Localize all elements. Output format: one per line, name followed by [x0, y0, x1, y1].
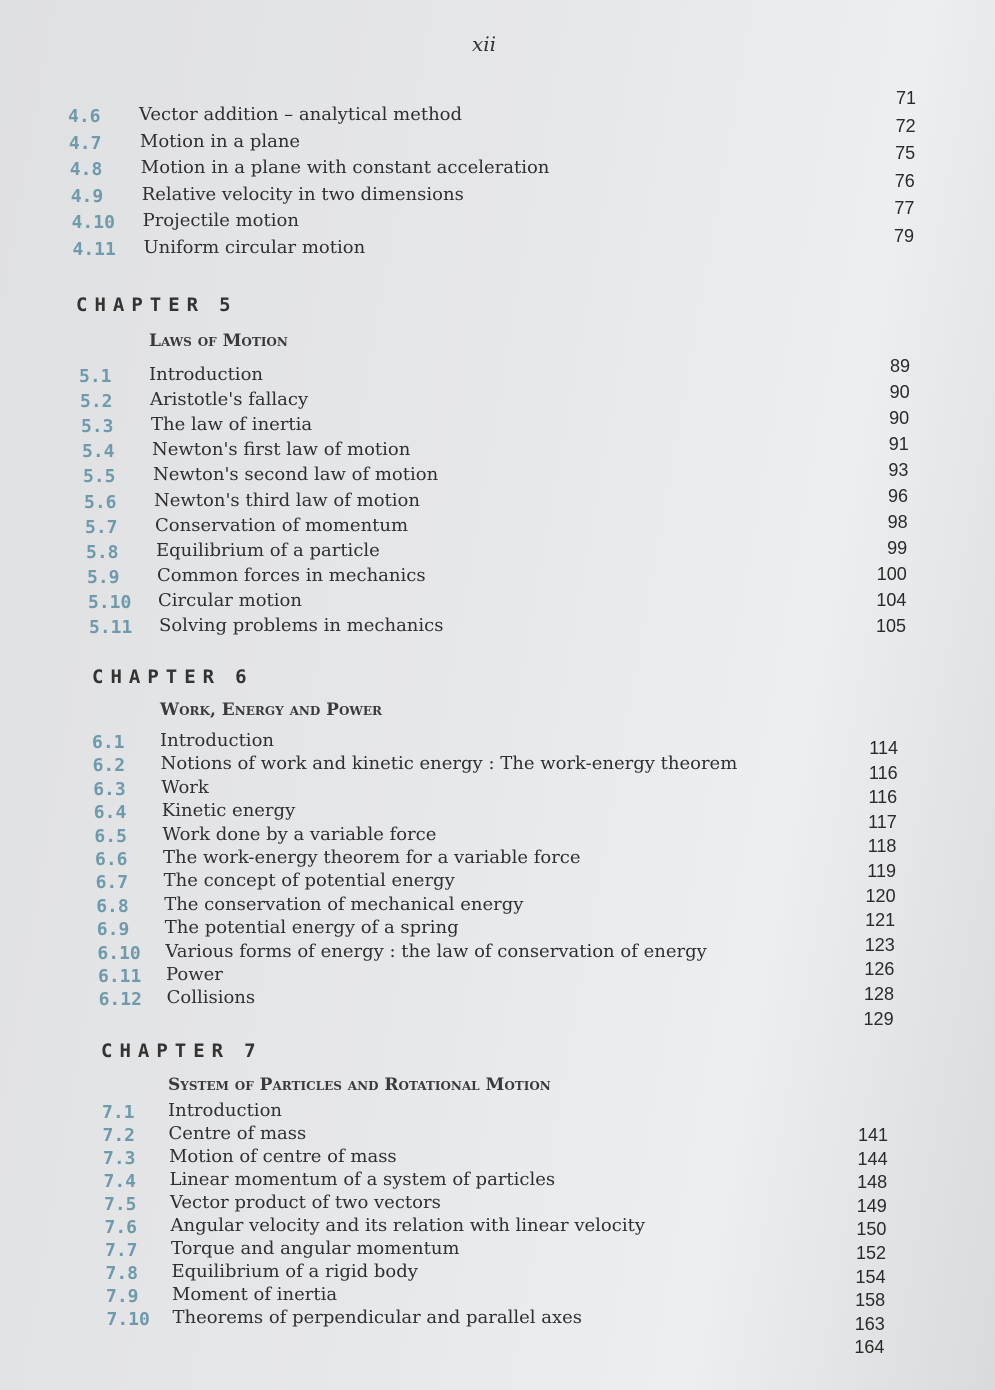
toc-entry-number: 7.4 — [103, 1171, 137, 1192]
toc-entry-title: Work done by a variable force — [162, 823, 437, 845]
toc-entry-number: 4.7 — [68, 132, 102, 154]
page-number: xii — [472, 32, 497, 56]
toc-entry-title: Collisions — [166, 987, 256, 1009]
chapter-title: Work, Energy and Power — [160, 700, 382, 720]
toc-entry-title: Motion in a plane — [139, 130, 301, 152]
toc-entry-title: Linear momentum of a system of particles — [169, 1169, 556, 1190]
toc-entry-number: 4.11 — [72, 238, 116, 260]
toc-entry-title: Introduction — [149, 364, 263, 385]
toc-entry-number: 7.1 — [102, 1102, 135, 1123]
toc-entry-number: 6.10 — [97, 942, 141, 964]
toc-entry-number: 5.3 — [81, 416, 114, 438]
toc-entry-page: 100 — [876, 564, 907, 584]
toc-entry-number: 6.1 — [92, 732, 125, 753]
toc-entry-number: 5.1 — [79, 366, 112, 387]
toc-entry-page: 105 — [875, 616, 906, 636]
toc-entry-number: 5.2 — [80, 391, 113, 413]
toc-entry-number: 6.3 — [93, 778, 126, 800]
toc-entry-number: 4.9 — [70, 185, 104, 207]
toc-entry-title: The potential energy of a spring — [164, 917, 459, 939]
toc-entry-number: 6.2 — [92, 755, 126, 777]
toc-entry-title: Newton's first law of motion — [152, 439, 411, 461]
toc-entry-page: 158 — [855, 1290, 886, 1311]
toc-entry-page: 163 — [854, 1313, 885, 1334]
toc-entry-page: 91 — [888, 434, 909, 454]
toc-entry-page: 128 — [863, 984, 894, 1004]
chapter-number: 7 — [244, 1040, 256, 1062]
toc-entry-title: Equilibrium of a particle — [156, 539, 380, 561]
toc-entry-number: 5.10 — [88, 591, 132, 613]
toc-entry-title: Solving problems in mechanics — [159, 615, 444, 636]
toc-entry-page: 72 — [895, 115, 916, 136]
toc-entry-title: Introduction — [160, 730, 274, 751]
toc-entry-page: 75 — [895, 143, 916, 163]
toc-entry-page: 164 — [854, 1337, 885, 1358]
toc-entry-page: 98 — [887, 512, 908, 532]
toc-entry-number: 4.6 — [68, 106, 101, 127]
toc-entry-title: Relative velocity in two dimensions — [141, 183, 464, 205]
chapter-number: 5 — [219, 294, 231, 316]
toc-entry-page: 76 — [894, 170, 915, 191]
toc-entry-title: Vector addition – analytical method — [139, 104, 463, 125]
toc-entry-number: 5.6 — [84, 491, 117, 513]
toc-entry-page: 114 — [869, 738, 898, 758]
toc-entry-number: 6.8 — [96, 895, 129, 917]
toc-entry-number: 7.9 — [106, 1286, 139, 1307]
toc-entry-page: 90 — [889, 382, 910, 402]
toc-entry-title: Power — [166, 964, 223, 985]
toc-entry-title: Common forces in mechanics — [157, 564, 426, 586]
toc-entry-title: Work — [161, 776, 209, 798]
chapter-number: 6 — [235, 666, 247, 688]
toc-entry-title: Uniform circular motion — [143, 236, 366, 258]
toc-entry-number: 6.11 — [98, 966, 142, 987]
toc-entry-page: 118 — [867, 836, 897, 857]
toc-entry-number: 7.7 — [105, 1240, 138, 1261]
toc-entry-page: 120 — [865, 885, 896, 906]
chapter-label: CHAPTER — [76, 294, 206, 316]
toc-entry-title: Motion of centre of mass — [169, 1146, 397, 1167]
toc-entry-number: 7.2 — [102, 1125, 136, 1146]
toc-entry-page: 77 — [894, 198, 915, 218]
toc-entry-number: 6.5 — [94, 825, 127, 847]
toc-entry-title: Various forms of energy : the law of conservation of energy — [165, 940, 707, 962]
toc-entry-page: 93 — [888, 460, 909, 480]
toc-entry-page: 150 — [856, 1219, 887, 1240]
toc-entry-title: The work-energy theorem for a variable force — [163, 847, 581, 868]
toc-entry-page: 90 — [889, 408, 910, 428]
toc-entry-page: 79 — [893, 225, 914, 246]
toc-entry-page: 126 — [864, 959, 895, 980]
toc-entry-number: 7.3 — [103, 1148, 136, 1169]
toc-entry-title: Circular motion — [158, 589, 302, 611]
toc-entry-number: 5.5 — [83, 466, 116, 488]
toc-entry-title: Vector product of two vectors — [170, 1192, 441, 1213]
toc-entry-title: The law of inertia — [151, 414, 313, 436]
toc-entry-number: 5.7 — [85, 516, 118, 538]
toc-entry-number: 4.8 — [69, 159, 103, 180]
toc-entry-title: Introduction — [168, 1100, 282, 1121]
toc-entry-number: 6.12 — [98, 989, 142, 1011]
toc-entry-title: Torque and angular momentum — [171, 1238, 460, 1259]
chapter-title: Laws of Motion — [149, 331, 288, 351]
toc-entry-page: 89 — [889, 356, 910, 376]
toc-entry-page: 129 — [863, 1008, 894, 1029]
toc-entry-number: 6.7 — [95, 872, 129, 894]
chapter-label: CHAPTER — [101, 1040, 231, 1062]
toc-entry-number: 5.11 — [89, 617, 133, 638]
toc-entry-number: 4.10 — [71, 212, 115, 233]
toc-entry-number: 5.4 — [82, 441, 115, 463]
toc-entry-number: 5.8 — [86, 541, 119, 563]
toc-entry-page: 152 — [855, 1243, 886, 1263]
toc-entry-number: 6.6 — [95, 849, 128, 870]
toc-entry-number: 7.6 — [104, 1217, 138, 1238]
chapter-heading — [101, 1040, 256, 1062]
chapter-heading — [76, 294, 231, 316]
toc-entry-page: 99 — [887, 538, 908, 558]
toc-entry-number: 6.4 — [93, 802, 127, 824]
toc-entry-page: 117 — [868, 811, 897, 832]
toc-entry-page: 96 — [887, 486, 908, 506]
toc-entry-title: Equilibrium of a rigid body — [171, 1261, 418, 1282]
toc-entry-title: Angular velocity and its relation with linear velocity — [170, 1215, 645, 1236]
toc-entry-title: Aristotle's fallacy — [150, 389, 309, 411]
toc-entry-page: 116 — [868, 787, 898, 808]
toc-entry-page: 154 — [855, 1266, 886, 1287]
toc-entry-title: Moment of inertia — [172, 1284, 338, 1305]
chapter-label: CHAPTER — [92, 666, 222, 688]
toc-entry-page: 71 — [895, 88, 916, 108]
toc-entry-number: 5.9 — [87, 566, 120, 588]
toc-entry-number: 7.8 — [105, 1263, 139, 1284]
toc-entry-title: The concept of potential energy — [163, 870, 455, 892]
toc-entry-page: 141 — [857, 1125, 888, 1145]
toc-entry-title: Motion in a plane with constant acceleration — [140, 157, 550, 178]
toc-entry-title: Theorems of perpendicular and parallel axes — [172, 1307, 582, 1328]
toc-entry-page: 121 — [865, 910, 896, 931]
toc-entry-page: 144 — [857, 1148, 888, 1169]
chapter-heading — [92, 666, 247, 688]
toc-entry-page: 119 — [867, 861, 896, 881]
toc-entry-title: Kinetic energy — [161, 800, 296, 822]
toc-entry-number: 7.10 — [106, 1309, 150, 1330]
toc-entry-page: 104 — [876, 590, 907, 610]
chapter-title: System of Particles and Rotational Motion — [168, 1075, 551, 1095]
toc-entry-title: Newton's second law of motion — [153, 464, 439, 486]
toc-entry-title: Conservation of momentum — [155, 514, 409, 536]
toc-entry-page: 148 — [857, 1172, 888, 1193]
toc-entry-title: Notions of work and kinetic energy : The work-energy theorem — [160, 753, 738, 775]
toc-entry-title: Projectile motion — [142, 210, 299, 231]
toc-entry-page: 123 — [864, 934, 895, 955]
toc-entry-number: 7.5 — [104, 1194, 137, 1215]
toc-entry-page: 149 — [856, 1195, 887, 1216]
toc-entry-title: Centre of mass — [168, 1123, 307, 1144]
toc-entry-page: 116 — [868, 762, 898, 783]
toc-entry-number: 6.9 — [96, 919, 130, 941]
toc-entry-title: Newton's third law of motion — [154, 489, 420, 511]
toc-entry-title: The conservation of mechanical energy — [164, 893, 524, 915]
